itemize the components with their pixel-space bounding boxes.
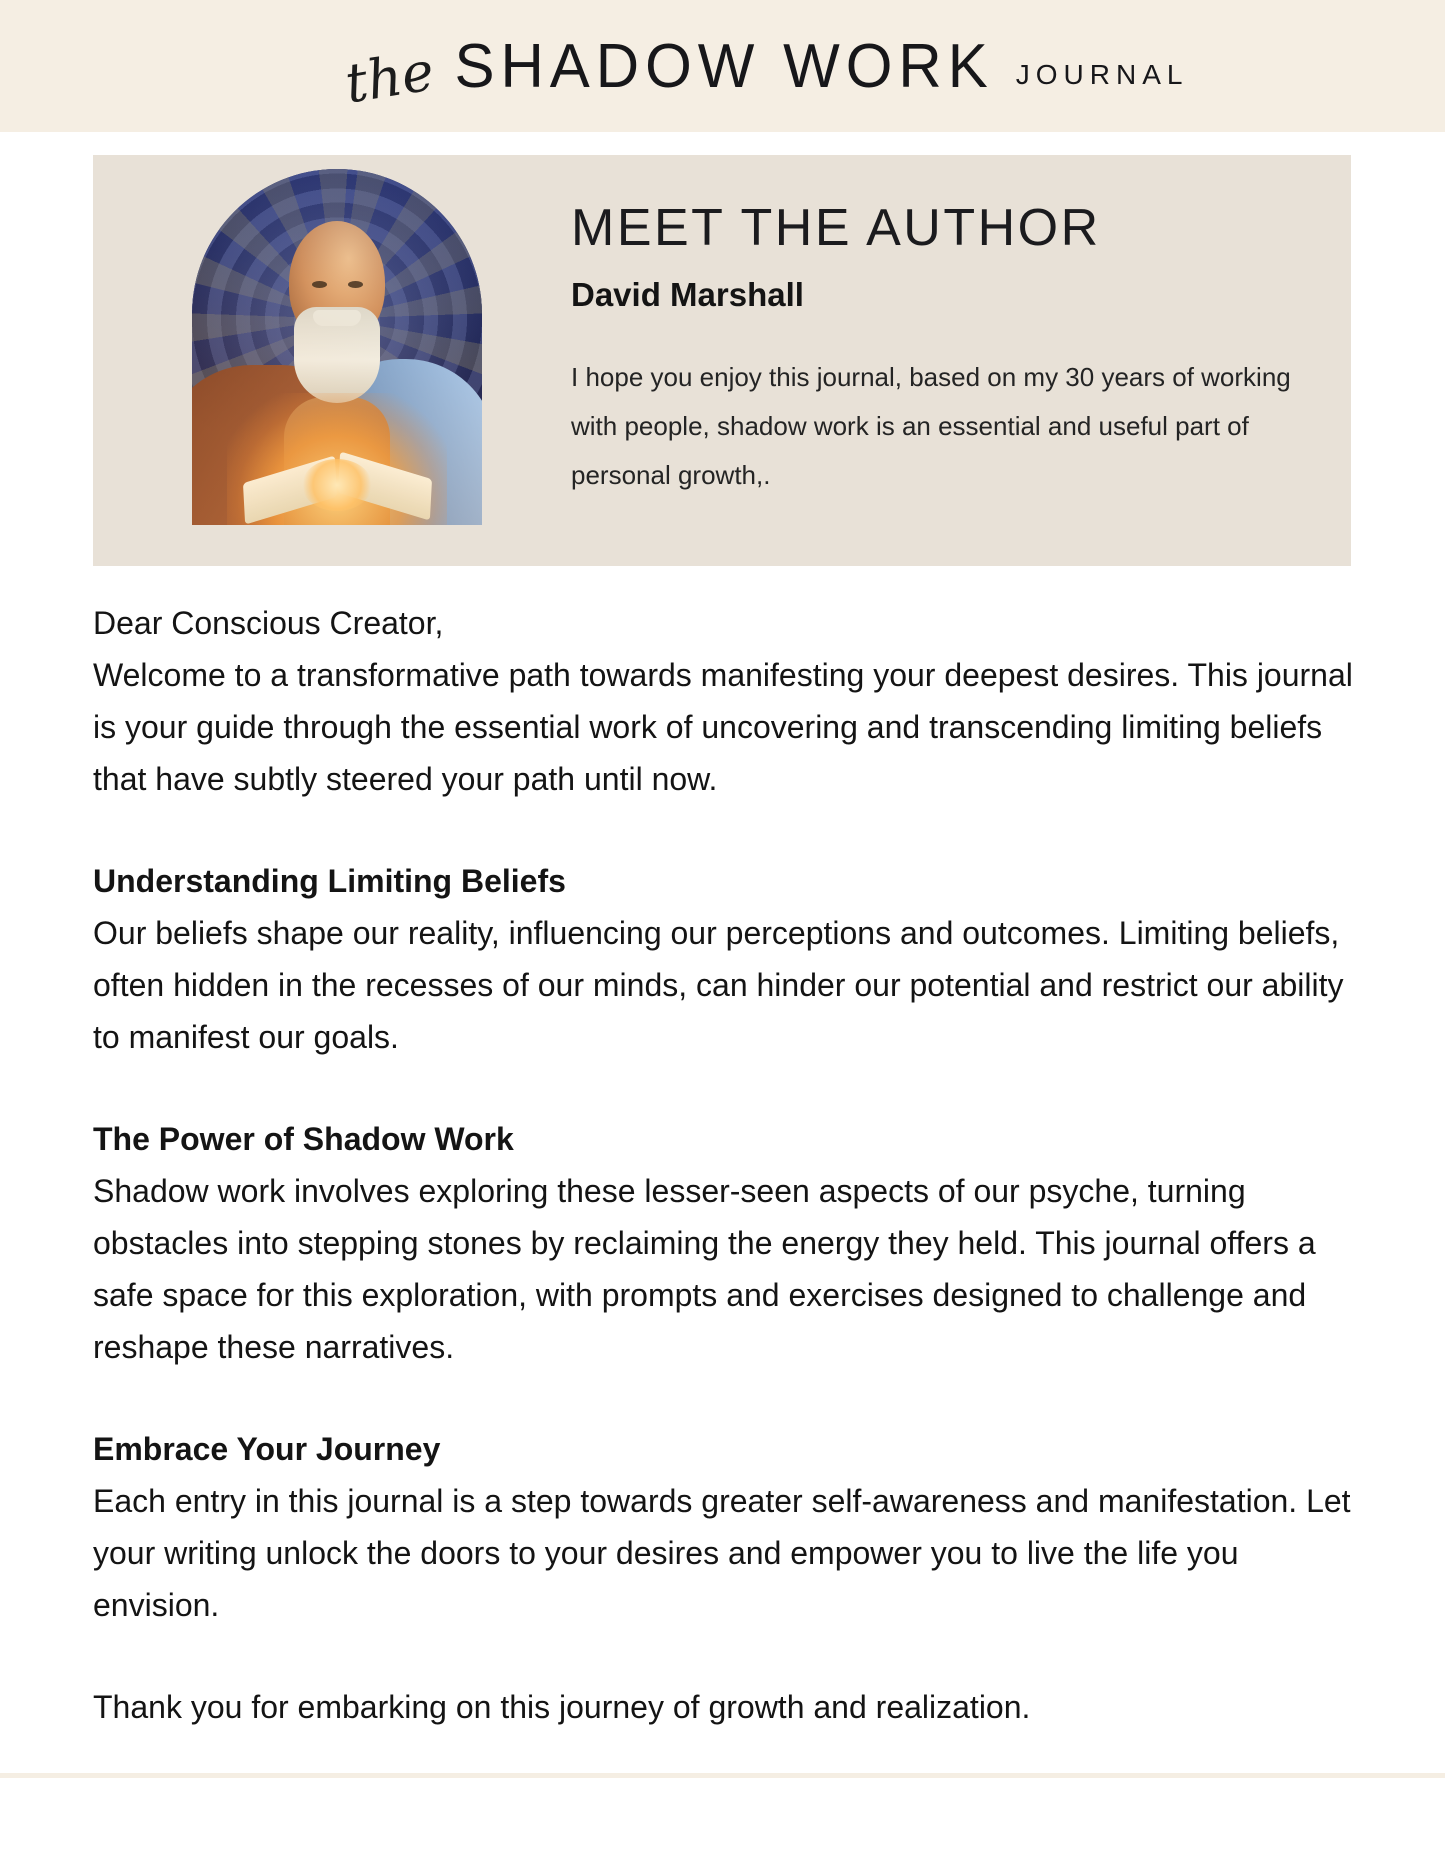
section-body-embrace-journey: Each entry in this journal is a step towards greater self-awareness and manifestation. Let your writing unlock the doors to your desires and empower you to live the life you envision. bbox=[93, 1483, 1351, 1623]
section-heading-embrace-journey: Embrace Your Journey bbox=[93, 1431, 441, 1467]
portrait-color-tint bbox=[192, 169, 482, 525]
author-name: David Marshall bbox=[571, 276, 804, 313]
brand-logo bbox=[340, 30, 1189, 116]
logo-word-journal: JOURNAL bbox=[1015, 59, 1189, 90]
author-portrait bbox=[192, 169, 482, 525]
logo-word-shadow-work: SHADOW WORK bbox=[454, 30, 994, 101]
closing-line: Thank you for embarking on this journey of growth and realization. bbox=[93, 1689, 1031, 1725]
section-heading-limiting-beliefs: Understanding Limiting Beliefs bbox=[93, 863, 566, 899]
section-body-limiting-beliefs: Our beliefs shape our reality, influencing our perceptions and outcomes. Limiting beliefs, often hidden in the recesses of our minds, can hinder our potential and restrict our ability to manifest our goals. bbox=[93, 915, 1344, 1055]
card-title: MEET THE AUTHOR bbox=[571, 199, 1101, 257]
author-bio: I hope you enjoy this journal, based on my 30 years of working with people, shadow work is an essential and useful part of personal growth,. bbox=[571, 362, 1291, 490]
section-body-shadow-work: Shadow work involves exploring these lesser-seen aspects of our psyche, turning obstacles into stepping stones by reclaiming the energy they held. This journal offers a safe space for this exploration, with prompts and exercises designed to challenge and reshape these narratives. bbox=[93, 1173, 1316, 1365]
letter-body bbox=[93, 597, 1363, 1733]
section-heading-shadow-work: The Power of Shadow Work bbox=[93, 1121, 514, 1157]
intro-paragraph: Welcome to a transformative path towards manifesting your deepest desires. This journal is your guide through the essential work of uncovering and transcending limiting beliefs that have subtly steered your path until now. bbox=[93, 657, 1353, 797]
page-bottom-band bbox=[0, 1773, 1445, 1778]
meet-the-author-card bbox=[93, 155, 1351, 566]
masthead-band bbox=[0, 0, 1445, 132]
logo-word-the: the bbox=[340, 39, 439, 116]
salutation: Dear Conscious Creator, bbox=[93, 605, 444, 641]
